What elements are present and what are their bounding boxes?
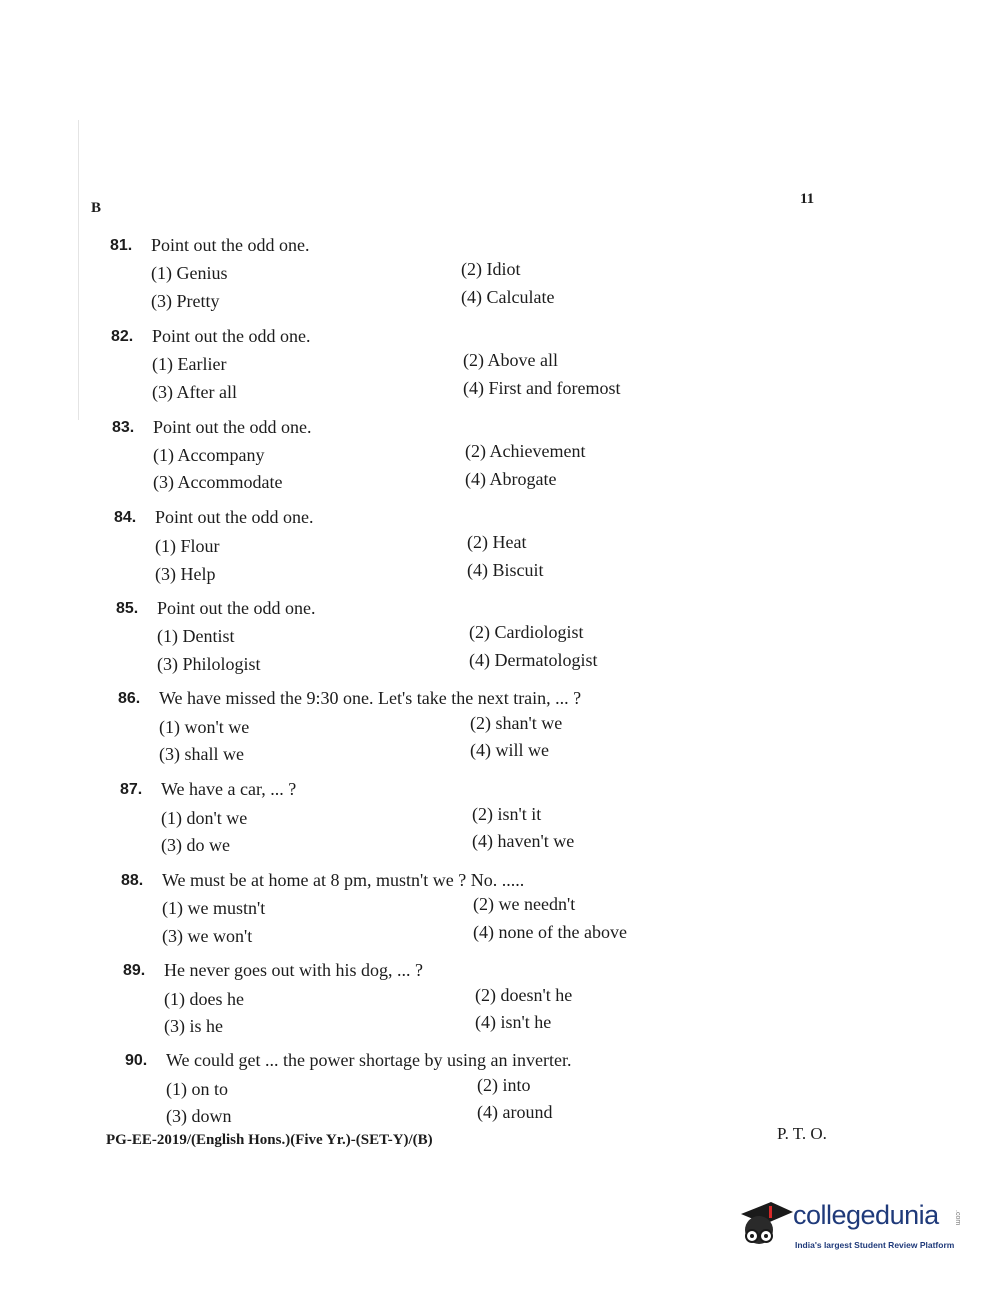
option-4: (4) First and foremost — [463, 378, 621, 398]
question-text: We must be at home at 8 pm, mustn't we ? No. ..... — [162, 870, 525, 890]
question-number: 90. — [125, 1052, 148, 1069]
question-text: Point out the odd one. — [153, 417, 312, 437]
option-4: (4) haven't we — [472, 831, 575, 851]
option-3: (3) shall we — [159, 744, 244, 764]
option-3: (3) Help — [155, 564, 216, 584]
logo-tagline: India's largest Student Review Platform — [795, 1240, 955, 1250]
option-2: (2) isn't it — [472, 804, 542, 824]
option-2: (2) Cardiologist — [469, 622, 584, 642]
question-text: Point out the odd one. — [155, 507, 314, 527]
question-number: 88. — [121, 872, 144, 889]
option-2: (2) Above all — [463, 350, 558, 370]
question-85 — [116, 600, 676, 680]
option-1: (1) Genius — [151, 263, 228, 283]
option-3: (3) is he — [164, 1016, 223, 1036]
option-2: (2) Achievement — [465, 441, 586, 461]
question-84 — [114, 509, 674, 589]
collegedunia-logo — [735, 1196, 965, 1258]
option-3: (3) After all — [152, 382, 237, 402]
question-text: We have a car, ... ? — [161, 779, 297, 799]
option-3: (3) Pretty — [151, 291, 220, 311]
option-1: (1) Accompany — [153, 445, 265, 465]
paper-code: PG-EE-2019/(English Hons.)(Five Yr.)-(SET-Y)/(B) — [106, 1132, 433, 1148]
option-1: (1) won't we — [159, 717, 250, 737]
question-number: 84. — [114, 509, 137, 526]
option-2: (2) Idiot — [461, 259, 521, 279]
option-3: (3) do we — [161, 835, 230, 855]
option-2: (2) shan't we — [470, 713, 563, 733]
option-1: (1) does he — [164, 989, 244, 1009]
question-86 — [118, 690, 678, 770]
mascot-icon — [735, 1196, 793, 1254]
option-2: (2) we needn't — [473, 894, 576, 914]
question-89 — [123, 962, 683, 1042]
option-3: (3) down — [166, 1106, 232, 1126]
scan-edge-line — [78, 120, 79, 420]
question-81 — [110, 237, 670, 317]
option-4: (4) Biscuit — [467, 560, 544, 580]
option-2: (2) Heat — [467, 532, 527, 552]
option-1: (1) Earlier — [152, 354, 227, 374]
page-number: 11 — [800, 191, 815, 207]
pto-label: P. T. O. — [777, 1124, 827, 1143]
option-3: (3) Accommodate — [153, 472, 283, 492]
option-2: (2) doesn't he — [475, 985, 573, 1005]
question-number: 85. — [116, 600, 139, 617]
option-4: (4) Abrogate — [465, 469, 557, 489]
question-text: Point out the odd one. — [151, 235, 310, 255]
option-1: (1) on to — [166, 1079, 228, 1099]
question-number: 81. — [110, 237, 133, 254]
question-text: We could get ... the power shortage by using an inverter. — [166, 1050, 572, 1070]
question-83 — [112, 419, 672, 499]
option-3: (3) we won't — [162, 926, 253, 946]
option-4: (4) will we — [470, 740, 549, 760]
question-88 — [121, 872, 681, 952]
question-number: 86. — [118, 690, 141, 707]
option-1: (1) we mustn't — [162, 898, 266, 918]
option-4: (4) isn't he — [475, 1012, 552, 1032]
question-90 — [125, 1052, 685, 1132]
question-text: Point out the odd one. — [152, 326, 311, 346]
option-1: (1) Dentist — [157, 626, 235, 646]
question-number: 82. — [111, 328, 134, 345]
option-3: (3) Philologist — [157, 654, 261, 674]
option-1: (1) Flour — [155, 536, 220, 556]
option-1: (1) don't we — [161, 808, 248, 828]
set-letter: B — [91, 200, 102, 216]
question-text: He never goes out with his dog, ... ? — [164, 960, 423, 980]
question-number: 87. — [120, 781, 143, 798]
option-4: (4) none of the above — [473, 922, 627, 942]
question-82 — [111, 328, 671, 408]
question-text: Point out the odd one. — [157, 598, 316, 618]
question-number: 83. — [112, 419, 135, 436]
logo-wordmark: collegedunia — [793, 1200, 939, 1230]
question-87 — [120, 781, 680, 861]
option-4: (4) Dermatologist — [469, 650, 598, 670]
option-4: (4) around — [477, 1102, 553, 1122]
option-4: (4) Calculate — [461, 287, 555, 307]
logo-suffix: .com — [954, 1210, 961, 1226]
question-text: We have missed the 9:30 one. Let's take the next train, ... ? — [159, 688, 582, 708]
question-number: 89. — [123, 962, 146, 979]
option-2: (2) into — [477, 1075, 531, 1095]
